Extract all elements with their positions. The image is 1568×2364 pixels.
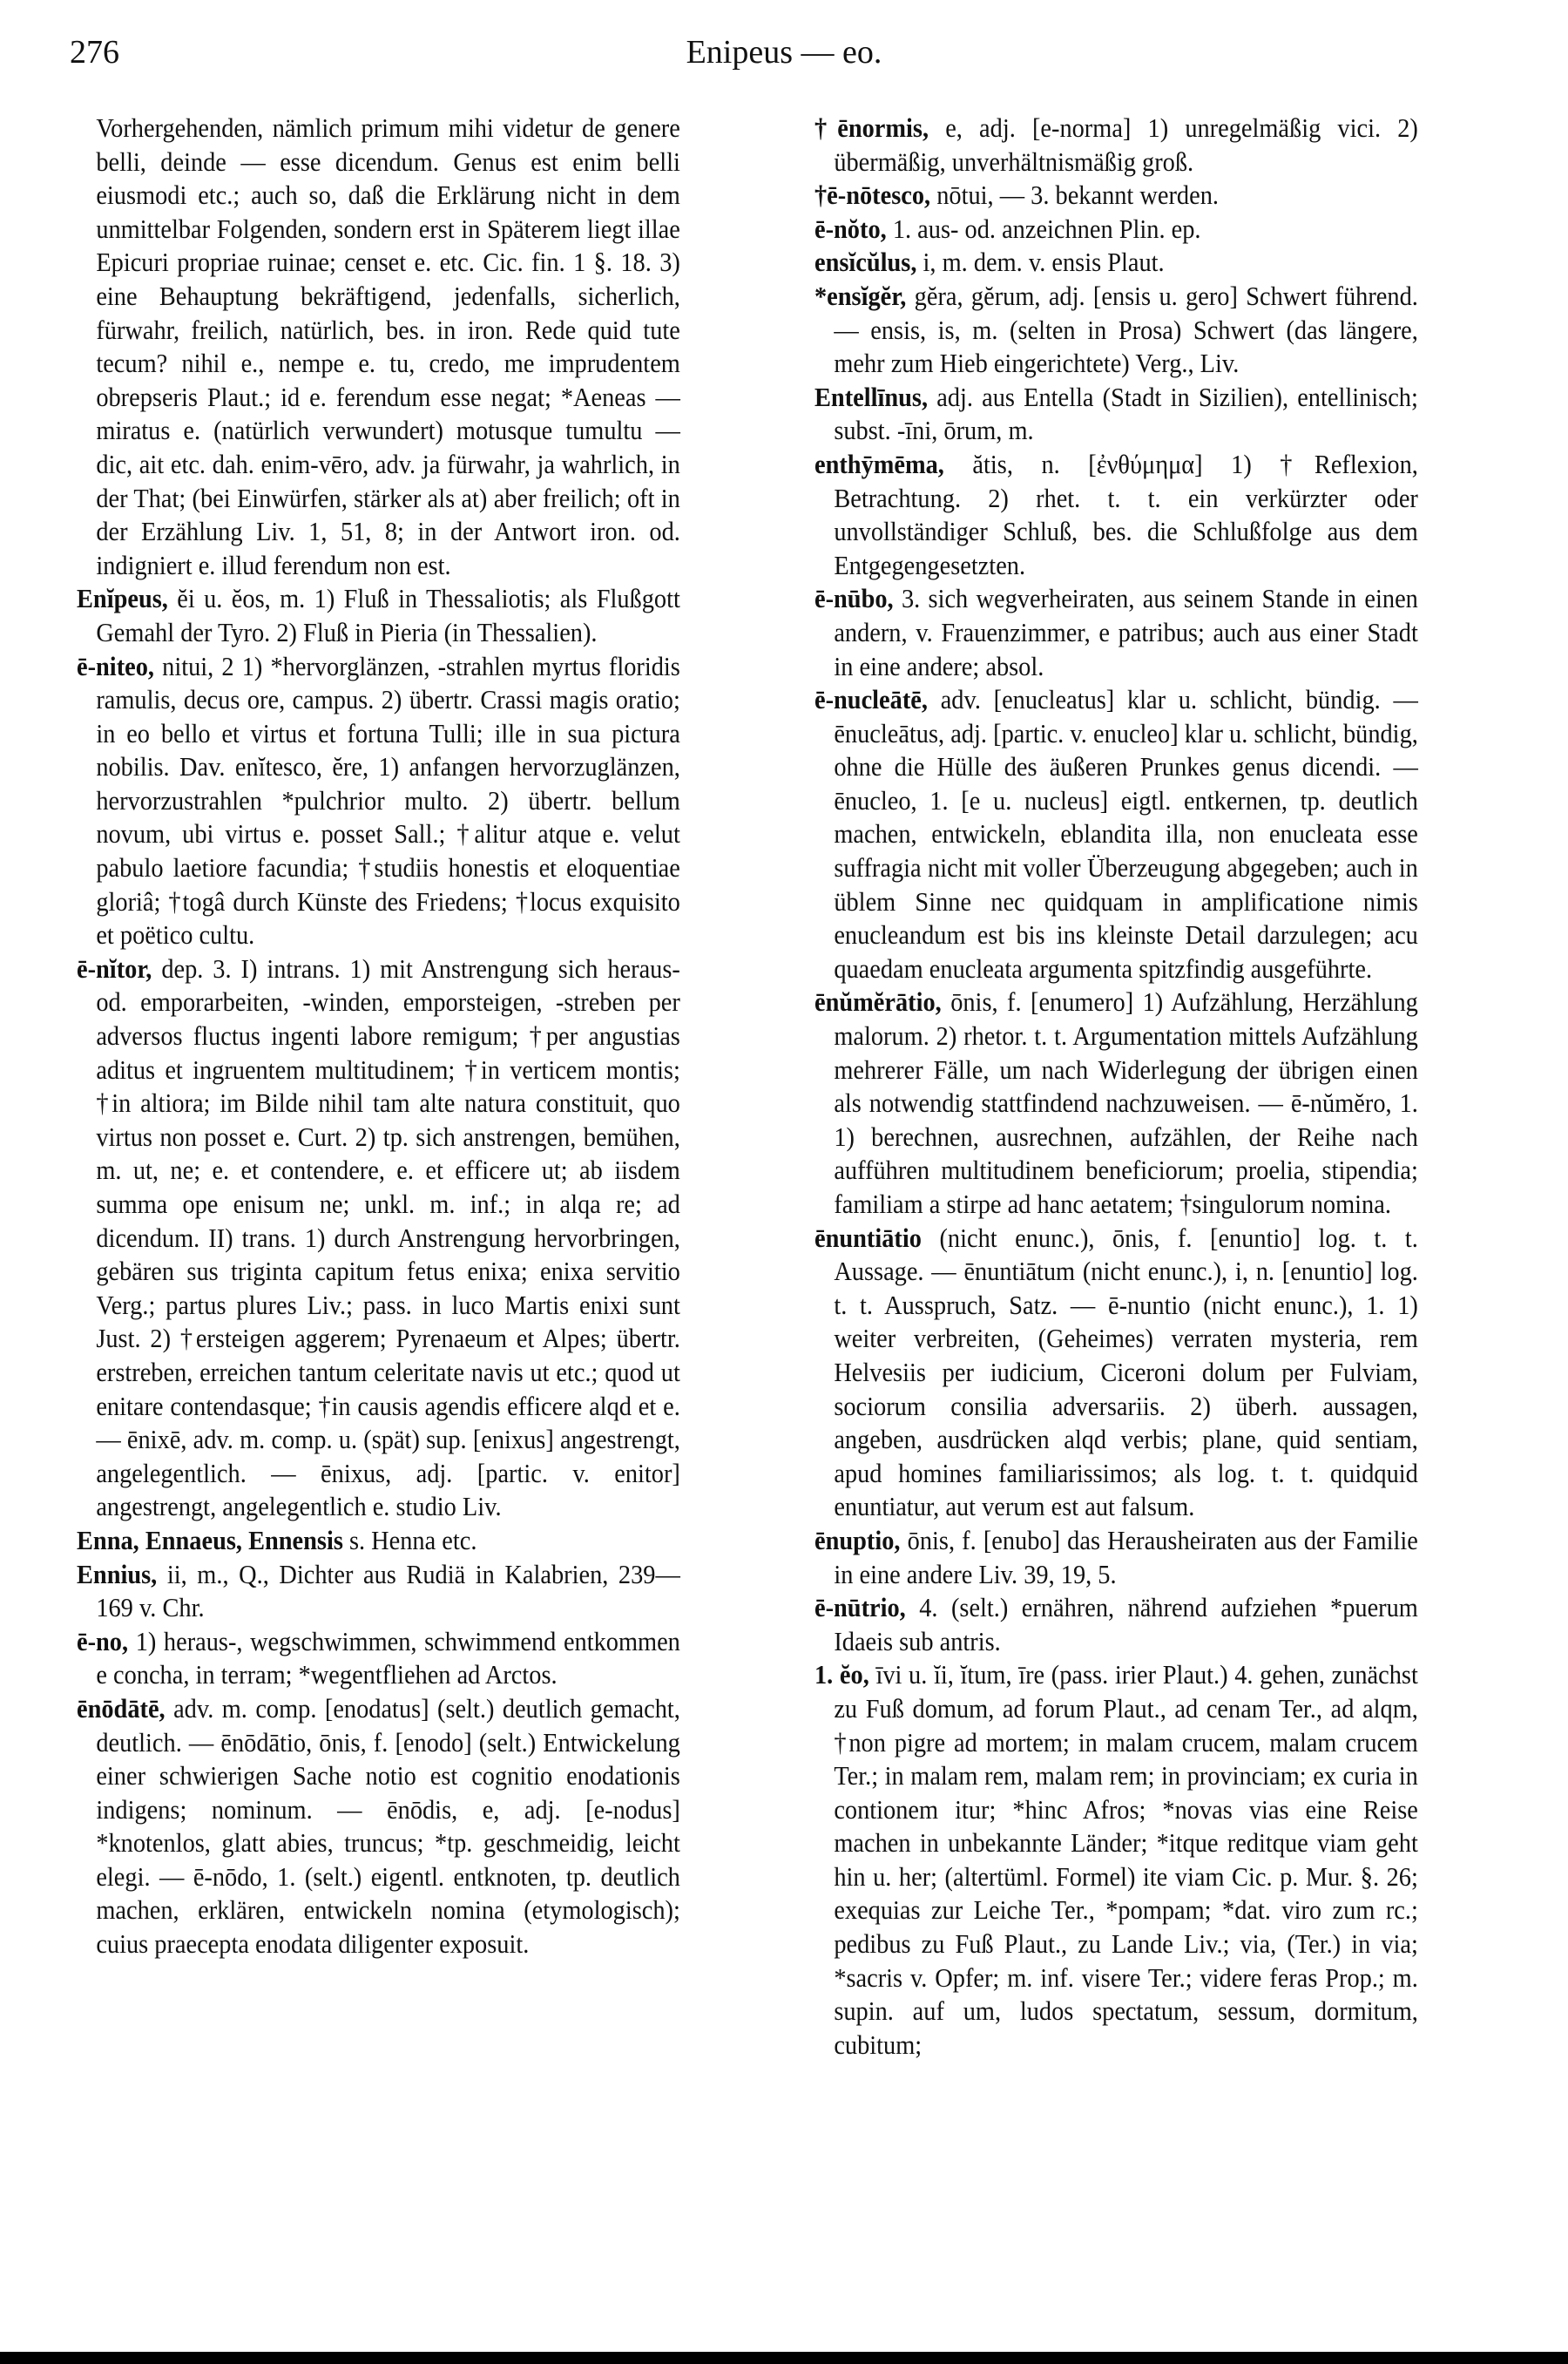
entry-definition: ătis, n. [ἐνθύμημα] 1) †Reflexion, Betrachtung. 2) rhet. t. t. ein verkürzter oder unvollständiger Schluß, bes. die Schlußfolge aus dem Entgegengesetzten.	[834, 449, 1418, 580]
entry-definition: ii, m., Q., Dichter aus Rudiä in Kalabrien, 239—169 v. Chr.	[96, 1559, 680, 1623]
dictionary-entry-enormis	[814, 112, 1418, 179]
entry-definition: ōnis, f. [enumero] 1) Aufzählung, Herzählung malorum. 2) rhetor. t. t. Argumentation mittels Aufzählung mehrerer Fälle, um nach Widerlegung der übrigen einen als notwendig stattfindend nachzuweisen. — ē-nŭmĕro, 1. 1) berechnen, ausrechnen, aufzählen, der Reihe nach aufführen multitudinem beneficiorum; proelia, stipendia; familiam a stirpe ad hanc aetatem; †singulorum nomina.	[834, 987, 1418, 1219]
entry-headword: ēnŭmĕrātio,	[814, 987, 942, 1018]
dictionary-entry-e-notesco	[814, 179, 1418, 213]
entry-headword: †ē-nōtesco,	[814, 180, 931, 211]
running-head: Enipeus — eo.	[686, 34, 882, 71]
entry-definition: (nicht enunc.), ōnis, f. [enuntio] log. t. t. Aussage. — ēnuntiātum (nicht enunc.), i, n. [enuntio] log. t. t. Ausspruch, Satz. — ē-nuntio (nicht enunc.), 1. 1) weiter verbreiten, (Geheimes) verraten mysteria, rem Helvesiis per iudicium, Ciceroni dolum per Fulviam, sociorum consilia adversariis. 2) überh. aussagen, angeben, ausdrücken alqd verbis; plane, quid sentiam, apud homines familiarissimos; als log. t. t. quidquid enuntiatur, aut verum est aut falsum.	[834, 1223, 1418, 1522]
entry-headword: †ēnormis,	[814, 113, 929, 143]
dictionary-entry-e-nutrio	[814, 1591, 1418, 1658]
entry-definition: ōnis, f. [enubo] das Herausheiraten aus der Familie in eine andere Liv. 39, 19, 5.	[834, 1525, 1418, 1589]
entry-definition: nitui, 2 1) *hervorglänzen, -strahlen myrtus floridis ramulis, decus ore, campus. 2) übertr. Crassi magis oratio; in eo bello et virtus et fortuna Tulli; ille in sua pictura nobilis. Dav. enĭtesco, ĕre, 1) anfangen hervorzuglänzen, hervorzustrahlen *pulchrior multo. 2) übertr. bellum novum, ubi virtus e. posset Sall.; †alitur atque e. velut pabulo laetiore facundia; †studiis honestis et eloquentiae gloriâ; †togâ durch Künste des Friedens; †locus exquisito et poëtico cultu.	[96, 651, 680, 951]
dictionary-entry-ensiculus	[814, 246, 1418, 280]
entry-definition: Vorhergehenden, nämlich primum mihi videtur de genere belli, deinde — esse dicendum. Genus est enim belli eiusmodi etc.; auch so, daß die Erklärung nicht in dem unmittelbar Folgenden, sondern erst in Späterem liegt illae Epicuri propriae ruinae; censet e. etc. Cic. fin. 1 §. 18. 3) eine Behauptung bekräftigend, jedenfalls, sicherlich, fürwahr, freilich, natürlich, bes. in iron. Rede quid tute tecum? nihil e., nempe e. tu, credo, me imprudentem obrepseris Plaut.; id e. ferendum esse negat; *Aeneas — miratus e. (natürlich verwundert) motusque tumultu — dic, ait etc. dah. enim-vēro, adv. ja fürwahr, ja wahrlich, in der That; (bei Einwürfen, stärker als at) aber freilich; oft in der Erzählung Liv. 1, 51, 8; in der Antwort iron. od. indigniert e. illud ferendum non est.	[96, 113, 680, 580]
entry-headword: Entellīnus,	[814, 382, 929, 412]
entry-definition: īvi u. ĭi, ĭtum, īre (pass. irier Plaut.) 4. gehen, zunächst zu Fuß domum, ad forum Plaut., ad cenam Ter., ad alqm, †non pigre ad mortem; in malam crucem, malam crucem Ter.; in malam rem, malam rem; in provinciam; ex curia in contionem itur; *hinc Afros; *novas vias eine Reise machen in unbekannte Länder; *itque reditque viam geht hin u. her; (altertüml. Formel) ite viam Cic. p. Mur. §. 26; exequias zur Leiche Ter., *pompam; *dat. viro zum rc.; pedibus zu Fuß Plaut., zu Lande Liv.; via, (Ter.) in via; *sacris v. Opfer; m. inf. visere Ter.; videre feras Prop.; m. supin. auf um, ludos spectatum, sessum, dormitum, cubitum;	[834, 1660, 1418, 2060]
dictionary-entry-e-no	[77, 1625, 680, 1692]
dictionary-entry-ennius	[77, 1558, 680, 1625]
entry-headword: Enna, Ennaeus, Ennensis	[77, 1525, 343, 1555]
entry-definition: i, m. dem. v. ensis Plaut.	[923, 247, 1165, 278]
entry-headword: ensĭcŭlus,	[814, 247, 917, 278]
dictionary-entry-enthymema	[814, 448, 1418, 582]
entry-definition: adv. m. comp. [enodatus] (selt.) deutlich gemacht, deutlich. — ēnōdātio, ōnis, f. [enodo] (selt.) Entwickelung einer schwierigen Sache notio est cognitio enodationis indigens; nominum. — ēnōdis, e, adj. [e-nodus] *knotenlos, glatt abies, truncus; *tp. geschmeidig, leicht elegi. — ē-nōdo, 1. (selt.) eigentl. entknoten, tp. deutlich machen, erklären, entwickeln nomina (etymologisch); cuius praecepta enodata diligenter exposuit.	[96, 1693, 680, 1960]
entry-definition: 4. (selt.) ernähren, nährend aufziehen *puerum Idaeis sub antris.	[834, 1593, 1418, 1656]
entry-headword: ē-niteo,	[77, 651, 155, 681]
dictionary-entry-e-nucleate	[814, 683, 1418, 986]
entry-headword: Ennius,	[77, 1559, 158, 1589]
dictionary-entry-ensiger	[814, 280, 1418, 381]
entry-headword: ē-nucleātē,	[814, 685, 928, 715]
page-number: 276	[70, 34, 119, 71]
entry-definition: 3. sich wegverheiraten, aus seinem Stande in einen andern, v. Frauenzimmer, e patribus; auch aus einer Stadt in eine andere; absol.	[834, 584, 1418, 681]
dictionary-entry-enuntiatio	[814, 1222, 1418, 1524]
entry-headword: ē-nĭtor,	[77, 953, 152, 984]
entry-definition: ĕi u. ĕos, m. 1) Fluß in Thessaliotis; als Flußgott Gemahl der Tyro. 2) Fluß in Pieria (in Thessalien).	[96, 584, 680, 647]
dictionary-entry-enodate	[77, 1692, 680, 1961]
scan-edge-band	[0, 2352, 1568, 2364]
entry-headword: ē-nūbo,	[814, 584, 894, 614]
entry-definition: s. Henna etc.	[348, 1525, 477, 1555]
dictionary-entry-e-niteo	[77, 650, 680, 952]
entry-headword: ē-nŏto,	[814, 213, 887, 244]
dictionary-entry-enumeratio	[814, 986, 1418, 1221]
entry-headword: Enĭpeus,	[77, 584, 168, 614]
dictionary-entry-eo	[814, 1658, 1418, 2062]
dictionary-entry-e-nitor	[77, 952, 680, 1524]
dictionary-entry-enuptio	[814, 1524, 1418, 1591]
dictionary-entry-e-nubo	[814, 582, 1418, 683]
left-column	[77, 112, 680, 1961]
entry-headword: ē-nūtrio,	[814, 1593, 906, 1623]
right-column	[814, 112, 1418, 2062]
entry-definition: adj. aus Entella (Stadt in Sizilien), entellinisch; subst. -īni, ōrum, m.	[834, 382, 1418, 446]
entry-headword: ē-no,	[77, 1626, 129, 1656]
entry-definition: adv. [enucleatus] klar u. schlicht, bündig. — ēnucleātus, adj. [partic. v. enucleo] klar u. schlicht, bündig, ohne die Hülle des äußeren Prunkes genus dicendi. — ēnucleo, 1. [e u. nucleus] eigtl. entkernen, tp. deutlich machen, entwickeln, eblandita illa, non enucleata esse suffragia nicht mit voller Überzeugung abgegeben; auch in üblem Sinne nec quidquam in amplificatione nimis enucleandum est bis ins kleinste Detail darzulegen; acu quaedam enucleata argumenta spitzfindig ausgeführte.	[834, 685, 1418, 984]
entry-headword: ēnuptio,	[814, 1525, 901, 1555]
entry-definition: e, adj. [e-norma] 1) unregelmäßig vici. 2) übermäßig, unverhältnismäßig groß.	[834, 113, 1418, 177]
entry-definition: 1. aus- od. anzeichnen Plin. ep.	[892, 213, 1201, 244]
entry-definition: gĕra, gĕrum, adj. [ensis u. gero] Schwert führend. — ensis, is, m. (selten in Prosa) Schwert (das längere, mehr zum Hieb eingerichtete) Verg., Liv.	[834, 281, 1418, 379]
entry-headword: 1. ĕo,	[814, 1660, 869, 1690]
entry-definition: 1) heraus-, wegschwimmen, schwimmend entkommen e concha, in terram; *wegentfliehen ad Arctos.	[96, 1626, 680, 1690]
entry-headword: ēnuntiātio	[814, 1223, 922, 1253]
entry-definition: nōtui, — 3. bekannt werden.	[936, 180, 1219, 211]
entry-headword: ēnōdātē,	[77, 1693, 166, 1724]
dictionary-entry-e-noto	[814, 213, 1418, 247]
dictionary-entry-vorhergehenden	[77, 112, 680, 582]
dictionary-entry-enna	[77, 1524, 680, 1558]
entry-headword: *ensĭgĕr,	[814, 281, 907, 311]
dictionary-entry-entellinus	[814, 381, 1418, 448]
entry-headword: enthȳmēma,	[814, 449, 944, 479]
dictionary-entry-enipeus	[77, 582, 680, 649]
entry-definition: dep. 3. I) intrans. 1) mit Anstrengung sich heraus- od. emporarbeiten, -winden, emporsteigen, -streben per adversos fluctus ingenti labore remigum; †per angustias aditus et ingruentem multitudinem; †in verticem montis; †in altiora; im Bilde nihil tam alte natura constituit, quo virtus non posset e. Curt. 2) tp. sich anstrengen, bemühen, m. ut, ne; e. et contendere, e. et efficere ut; ab iisdem summa ope enisum ne; unkl. m. inf.; in alqa re; ad dicendum. II) trans. 1) durch Anstrengung hervorbringen, gebären sus triginta capitum fetus enixa; enixa servitio Verg.; partus plures Liv.; pass. in luco Martis enixi sunt Just. 2) †ersteigen aggerem; Pyrenaeum et Alpes; übertr. erstreben, erreichen tantum celeritate navis ut etc.; quod ut enitare contendasque; †in causis agendis efficere alqd et e. — ēnixē, adv. m. comp. u. (spät) sup. [enixus] angestrengt, angelegentlich. — ēnixus, adj. [partic. v. enitor] angestrengt, angelegentlich e. studio Liv.	[96, 953, 680, 1522]
